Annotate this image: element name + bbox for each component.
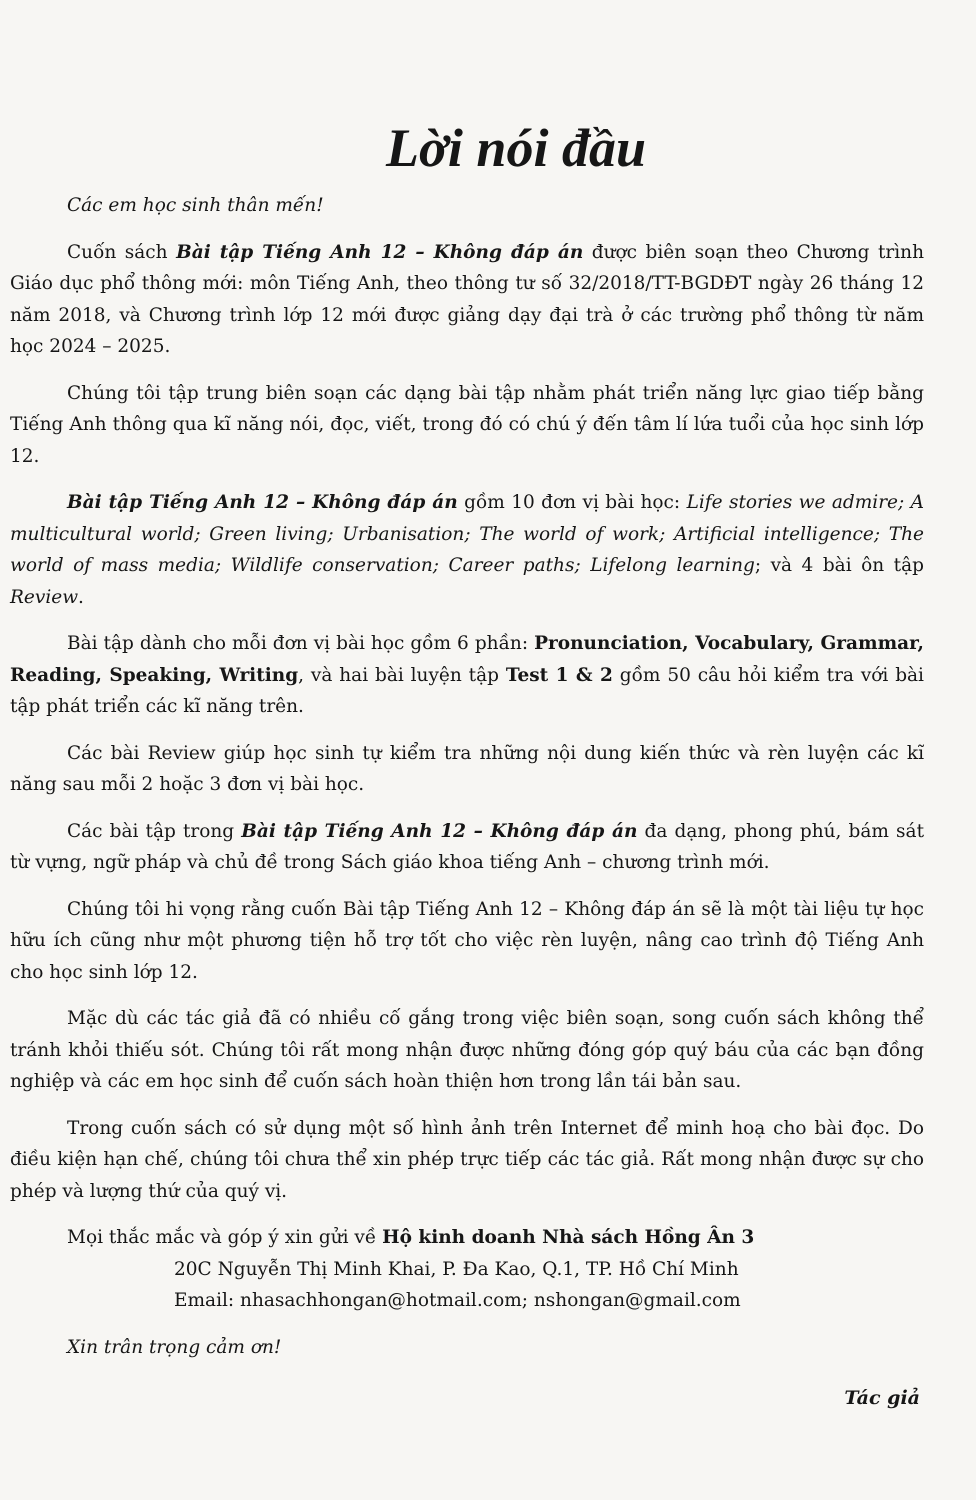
book-title: Bài tập Tiếng Anh 12 – Không đáp án bbox=[241, 820, 638, 842]
book-title: Bài tập Tiếng Anh 12 – Không đáp án bbox=[67, 492, 458, 513]
contact-block bbox=[10, 1222, 924, 1317]
skill-parts: Pronunciation, Vocabulary, Grammar, Reading, Speaking, Writing bbox=[10, 633, 924, 686]
paragraph-6-text-b: đa dạng, phong phú, bám sát từ vựng, ngữ pháp và chủ đề trong Sách giáo khoa tiếng Anh – chương trình mới. bbox=[10, 820, 924, 873]
review-label: Review bbox=[10, 586, 79, 608]
paragraph-7: Chúng tôi hi vọng rằng cuốn Bài tập Tiếng Anh 12 – Không đáp án sẽ là một tài liệu tự học hữu ích cũng như một phương tiện hỗ trợ tốt cho việc rèn luyện, nâng cao trình độ Tiếng Anh cho học sinh lớp 12. bbox=[10, 898, 924, 983]
closing: Xin trân trọng cảm ơn! bbox=[67, 1336, 282, 1358]
signature: Tác giả bbox=[844, 1387, 920, 1409]
paragraph-1-text-a: Cuốn sách bbox=[67, 241, 177, 263]
preface-body bbox=[10, 190, 924, 1378]
book-title: Bài tập Tiếng Anh 12 – Không đáp án bbox=[176, 241, 584, 263]
paragraph-1-text-b: được biên soạn theo Chương trình Giáo dục phổ thông mới: môn Tiếng Anh, theo thông tư số 32/2018/TT-BGDĐT ngày 26 tháng 12 năm 2018, và Chương trình lớp 12 mới được giảng dạy đại trà ở các trường phổ thông từ năm học 2024 – 2025. bbox=[10, 241, 924, 357]
paragraph-2: Chúng tôi tập trung biên soạn các dạng bài tập nhằm phát triển năng lực giao tiếp bằng Tiếng Anh thông qua kĩ năng nói, đọc, viết, trong đó có chú ý đến tâm lí lứa tuổi của học sinh lớp 12. bbox=[10, 382, 924, 467]
paragraph-6 bbox=[10, 816, 924, 879]
contact-intro: Mọi thắc mắc và góp ý xin gửi về bbox=[67, 1227, 383, 1248]
page-title: Lời nói đầu bbox=[385, 118, 647, 178]
tests-label: Test 1 & 2 bbox=[505, 664, 613, 686]
paragraph-6-text-a: Các bài tập trong bbox=[67, 820, 242, 842]
salutation: Các em học sinh thân mến! bbox=[67, 195, 324, 216]
paragraph-4-text-b: , và hai bài luyện tập bbox=[298, 664, 506, 686]
paragraph-5: Các bài Review giúp học sinh tự kiểm tra những nội dung kiến thức và rèn luyện các kĩ năng sau mỗi 2 hoặc 3 đơn vị bài học. bbox=[10, 742, 924, 795]
paragraph-3-text-c: . bbox=[78, 586, 84, 608]
publisher-name: Hộ kinh doanh Nhà sách Hồng Ân 3 bbox=[382, 1227, 755, 1248]
paragraph-8: Mặc dù các tác giả đã có nhiều cố gắng trong việc biên soạn, song cuốn sách không thể tránh khỏi thiếu sót. Chúng tôi rất mong nhận được những đóng góp quý báu của các bạn đồng nghiệp và các em học sinh để cuốn sách hoàn thiện hơn trong lần tái bản sau. bbox=[10, 1008, 924, 1092]
paragraph-3-text-a: gồm 10 đơn vị bài học: bbox=[457, 492, 687, 513]
paragraph-3 bbox=[10, 487, 924, 613]
paragraph-4-text-a: Bài tập dành cho mỗi đơn vị bài học gồm 6 phần: bbox=[67, 633, 535, 654]
contact-address: 20C Nguyễn Thị Minh Khai, P. Đa Kao, Q.1, TP. Hồ Chí Minh bbox=[174, 1258, 739, 1280]
contact-line bbox=[10, 1222, 924, 1254]
paragraph-4-text-c: gồm 50 câu hỏi kiểm tra với bài tập phát triển các kĩ năng trên. bbox=[10, 664, 924, 717]
paragraph-1 bbox=[10, 237, 924, 363]
paragraph-3-text-b: ; và 4 bài ôn tập bbox=[754, 555, 924, 576]
paragraph-4 bbox=[10, 628, 924, 723]
unit-list: Life stories we admire; A multicultural world; Green living; Urbanisation; The world of work; Artificial intelligence; The world of mass media; Wildlife conservation; Career paths; Lifelong learning bbox=[10, 492, 924, 576]
paragraph-9: Trong cuốn sách có sử dụng một số hình ảnh trên Internet để minh hoạ cho bài đọc. Do điều kiện hạn chế, chúng tôi chưa thể xin phép trực tiếp các tác giả. Rất mong nhận được sự cho phép và lượng thứ của quý vị. bbox=[10, 1117, 924, 1202]
contact-email: Email: nhasachhongan@hotmail.com; nshongan@gmail.com bbox=[174, 1290, 741, 1311]
